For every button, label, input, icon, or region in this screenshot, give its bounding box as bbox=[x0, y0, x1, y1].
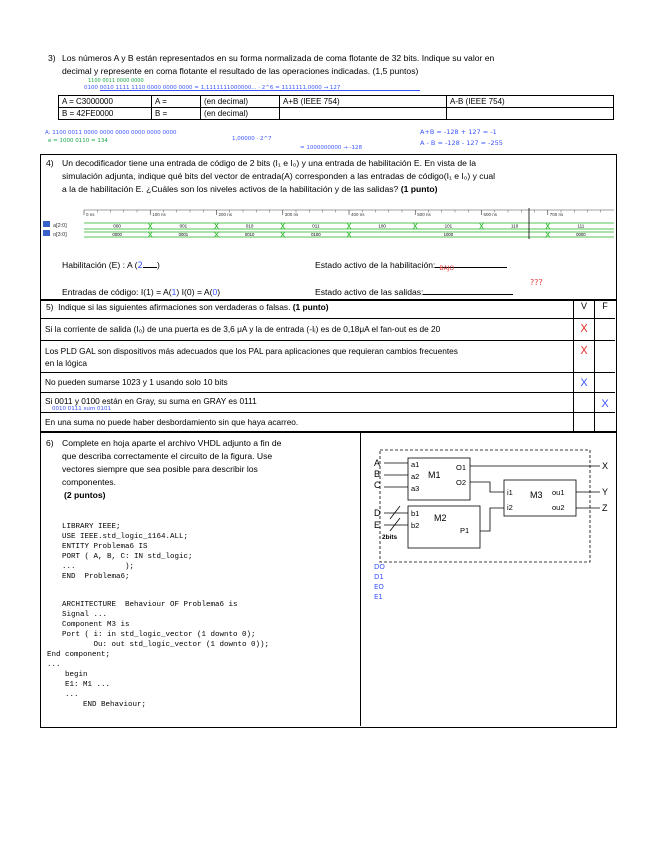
q5-title: Indique si las siguientes afirmaciones son verdaderas o falsas. bbox=[58, 302, 291, 312]
circuit-diagram bbox=[362, 440, 614, 575]
hand-d1: D1 bbox=[374, 573, 384, 581]
simulation-waveform bbox=[42, 206, 614, 240]
q5-row-3 bbox=[40, 372, 615, 393]
q6-line4: componentes. bbox=[62, 477, 116, 487]
signal2-value: 1000 bbox=[443, 232, 454, 238]
output-z-label: Z bbox=[602, 503, 608, 513]
col-v-header: V bbox=[580, 301, 587, 311]
m1-in-a2: a2 bbox=[411, 472, 420, 481]
q5-row-2-line1: Los PLD GAL son dispositivos más adecuados que los PAL para aplicaciones que requieran cambios frecuentes bbox=[45, 346, 458, 356]
bus-label: 2bits bbox=[382, 534, 398, 541]
hab-label: Habilitación (E) : A ( bbox=[62, 260, 138, 270]
time-tick-label: 300 ns bbox=[284, 212, 299, 217]
hand-d0: DO bbox=[374, 563, 385, 571]
q4-points: (1 punto) bbox=[400, 184, 438, 194]
q5-row-2-mark-v[interactable]: X bbox=[580, 344, 588, 357]
hand-annotation-right-1: A+B = -128 + 127 = -1 bbox=[420, 128, 497, 136]
cod-row bbox=[62, 287, 220, 297]
m3-out-ou2: ou2 bbox=[552, 503, 565, 512]
signal2-value: 0100 bbox=[311, 232, 321, 238]
hab-blank bbox=[143, 267, 157, 268]
estado-hab-row bbox=[315, 260, 507, 270]
estado-hab-label: Estado activo de la habilitación: bbox=[315, 260, 436, 270]
q3-line1: Los números A y B están representados en su forma normalizada de coma flotante de 32 bits. Indique su valor en bbox=[62, 53, 495, 63]
estado-sal-row bbox=[315, 287, 513, 297]
hand-annotation-mid-d: = 1000000000 → -128 bbox=[300, 145, 362, 151]
m2-in-b1: b1 bbox=[411, 509, 420, 518]
time-tick-label: 200 ns bbox=[218, 212, 233, 217]
hand-annotation-mid-c: 1,00000 · 2^7 bbox=[232, 136, 272, 142]
cell-diff-header: A-B (IEEE 754) bbox=[447, 96, 614, 108]
estado-sal-blank[interactable] bbox=[423, 294, 513, 295]
hand-underline bbox=[100, 90, 420, 91]
cell-sum-answer bbox=[280, 108, 447, 120]
cod-end: ) bbox=[217, 287, 221, 297]
vhdl-code-architecture: ARCHITECTURE Behaviour OF Problema6 is Signal ... Component M3 is Port ( i: in std_logic_vector (1 downto 0); Ou: out std_logic_vector (1 downto 0)); bbox=[62, 601, 270, 649]
cell-b-value: B = 42FE0000 bbox=[59, 108, 152, 120]
m2-out-p1: P1 bbox=[460, 526, 470, 535]
cod-mid: ) I(0) = A( bbox=[176, 287, 213, 297]
m3-out-ou1: ou1 bbox=[552, 488, 565, 497]
cell-a-eq: A = bbox=[152, 96, 201, 108]
m3-in-i2: i2 bbox=[507, 503, 513, 512]
signal1-value: 001 bbox=[179, 223, 188, 229]
signal1-value: 110 bbox=[511, 223, 519, 229]
q4-text bbox=[62, 157, 612, 196]
q6-number: 6) bbox=[46, 438, 54, 448]
q5-number: 5) bbox=[46, 302, 54, 312]
q5-row-2-line2: en la lógica bbox=[45, 358, 87, 368]
hand-annotation-right-2: A - B = -128 - 127 = -255 bbox=[420, 139, 503, 147]
q5-row-4-mark-f[interactable]: X bbox=[601, 398, 609, 410]
time-tick-label: 500 ns bbox=[417, 212, 431, 217]
bus-slash-d bbox=[390, 506, 400, 519]
time-tick-label: 400 ns bbox=[351, 212, 365, 217]
input-b-label: B bbox=[374, 469, 381, 479]
estado-hab-answer: BAJO bbox=[439, 265, 455, 272]
estado-sal-answer: ??? bbox=[530, 278, 543, 287]
q5-row-2 bbox=[40, 340, 615, 373]
q5-row-2-text bbox=[45, 345, 570, 369]
q3-number: 3) bbox=[48, 53, 56, 63]
cell-b-decimal: (en decimal) bbox=[201, 108, 280, 120]
estado-hab-blank[interactable] bbox=[435, 265, 507, 272]
q5-row-3-text: No pueden sumarse 1023 y 1 usando solo 10 bits bbox=[45, 377, 228, 387]
m1-out-o2: O2 bbox=[456, 478, 467, 487]
cod-label: Entradas de código: I(1) = A( bbox=[62, 287, 172, 297]
signal1-icon bbox=[43, 221, 50, 227]
signal2-value: 0010 bbox=[244, 232, 255, 238]
q6-line2: que describa correctamente el circuito de la figura. Use bbox=[62, 451, 273, 461]
input-c-label: C bbox=[374, 480, 381, 490]
hand-annotation-mid-b: e = 1000 0110 = 134 bbox=[48, 138, 108, 144]
hand-annotation-top-b: 0100 0010 1111 1110 0000 0000 0000 = 1,1111111000000... · 2^6 = 1111111,0000 → 127 bbox=[84, 85, 341, 91]
hab-end: ) bbox=[156, 260, 160, 270]
time-tick-label: 700 ns bbox=[549, 212, 564, 217]
signal1-value: 101 bbox=[444, 223, 453, 229]
q5-row-5 bbox=[40, 412, 615, 432]
q6-divider bbox=[360, 431, 361, 726]
signal2-icon bbox=[43, 230, 50, 236]
signal2-value: 0000 bbox=[576, 232, 586, 238]
input-a-label: A bbox=[374, 458, 381, 468]
signal1-value: 000 bbox=[113, 223, 121, 229]
m2-label: M2 bbox=[434, 513, 447, 523]
hand-e1: E1 bbox=[374, 593, 383, 601]
q5-row-4 bbox=[40, 392, 615, 413]
input-d-label: D bbox=[374, 508, 381, 518]
bus-slash-e bbox=[390, 518, 400, 531]
vhdl-code-entity: LIBRARY IEEE; USE IEEE.std_logic_1164.ALL; ENTITY Problema6 IS PORT ( A, B, C: IN std_logic; ... ); END Problema6; bbox=[62, 523, 193, 581]
hand-annotation-top-a: 1100 0011 0000 0000 bbox=[88, 78, 144, 84]
m1-in-a1: a1 bbox=[411, 460, 420, 469]
m1-out-o1: O1 bbox=[456, 463, 467, 472]
m1-in-a3: a3 bbox=[411, 484, 420, 493]
cod-a1[interactable]: 1 bbox=[171, 287, 177, 297]
signal1-name: a[2:0] bbox=[53, 223, 67, 229]
output-y-label: Y bbox=[602, 487, 609, 497]
cell-a-value: A = C3000000 bbox=[59, 96, 152, 108]
signal1-value: 011 bbox=[312, 223, 320, 229]
output-x-label: X bbox=[602, 461, 609, 471]
q4-number: 4) bbox=[46, 158, 54, 168]
q5-row-1-text: Si la corriente de salida (I₀) de una puerta es de 3,6 μA y la de entrada (-Iᵢ) es de 0,18μA el fan-out es de 20 bbox=[45, 324, 441, 334]
m3-label: M3 bbox=[530, 490, 543, 500]
q5-row-1-mark-v[interactable]: X bbox=[580, 322, 588, 335]
vhdl-code-end: End component; ... begin E1: M1 ... ... END Behaviour; bbox=[47, 651, 147, 709]
q5-header bbox=[46, 302, 329, 312]
m1-label: M1 bbox=[428, 470, 441, 480]
q5-row-3-mark-v[interactable]: X bbox=[580, 377, 588, 389]
signal1-value: 010 bbox=[245, 223, 254, 229]
hab-answer[interactable]: 2 bbox=[137, 261, 143, 271]
q5-row-1 bbox=[40, 318, 615, 341]
wire-o2-i1 bbox=[470, 482, 504, 492]
input-e-label: E bbox=[374, 520, 381, 530]
q5-row-4-note: 0010 0111 sum 0101 bbox=[52, 406, 111, 412]
hab-row bbox=[62, 260, 160, 271]
hand-annotation-mid-a: A: 1100 0011 0000 0000 0000 0000 0000 0000 bbox=[45, 130, 177, 136]
cell-b-eq: B = bbox=[152, 108, 201, 120]
signal2-value: 0001 bbox=[178, 232, 189, 238]
wire-p1-i2 bbox=[480, 508, 504, 531]
q6-line3: vectores siempre que sea posible para describir los bbox=[62, 464, 258, 474]
signal2-name: o[3:0] bbox=[53, 232, 67, 238]
col-f-header: F bbox=[602, 301, 608, 311]
q4-line2: simulación adjunta, indique qué bits del vector de entrada(A) corresponden a las entradas de código(I₁ e I₀) y cual bbox=[62, 171, 496, 181]
m3-in-i1: i1 bbox=[507, 488, 513, 497]
q4-line1: Un decodificador tiene una entrada de código de 2 bits (I₁ e I₀) y una entrada de habilitación E. En vista de la bbox=[62, 158, 476, 168]
handwritten-signal-list bbox=[374, 562, 385, 602]
q6-points: (2 puntos) bbox=[64, 490, 106, 500]
q3-line2: decimal y represente en coma flotante el resultado de las operaciones indicadas. (1,5 puntos) bbox=[62, 66, 419, 76]
q5-points: (1 punto) bbox=[292, 302, 329, 312]
cell-diff-answer bbox=[447, 108, 614, 120]
hand-e0: EO bbox=[374, 583, 384, 591]
q4-line3: a la de habilitación E. ¿Cuáles son los niveles activos de la habilitación y de las salidas? bbox=[62, 184, 399, 194]
q6-line1: Complete en hoja aparte el archivo VHDL adjunto a fin de bbox=[62, 438, 282, 448]
m2-in-b2: b2 bbox=[411, 521, 420, 530]
q5-row-4-text: Si 0011 y 0100 están en Gray, su suma en GRAY es 0111 bbox=[45, 396, 257, 406]
time-tick-label: 600 ns bbox=[483, 212, 498, 217]
signal1-value: 100 bbox=[378, 223, 386, 229]
signal2-value: 0000 bbox=[112, 232, 122, 238]
q3-text bbox=[62, 52, 617, 78]
q6-text bbox=[62, 437, 354, 502]
q3-table bbox=[58, 95, 614, 120]
cell-a-decimal: (en decimal) bbox=[201, 96, 280, 108]
cod-a0[interactable]: 0 bbox=[212, 287, 218, 297]
estado-sal-label: Estado activo de las salidas: bbox=[315, 287, 424, 297]
signal1-value: 111 bbox=[577, 223, 585, 229]
cell-sum-header: A+B (IEEE 754) bbox=[280, 96, 447, 108]
q5-row-5-text: En una suma no puede haber desbordamiento sin que haya acarreo. bbox=[45, 417, 299, 427]
time-tick-label: 100 ns bbox=[152, 212, 166, 217]
time-tick-label: 0 ns bbox=[86, 212, 95, 217]
